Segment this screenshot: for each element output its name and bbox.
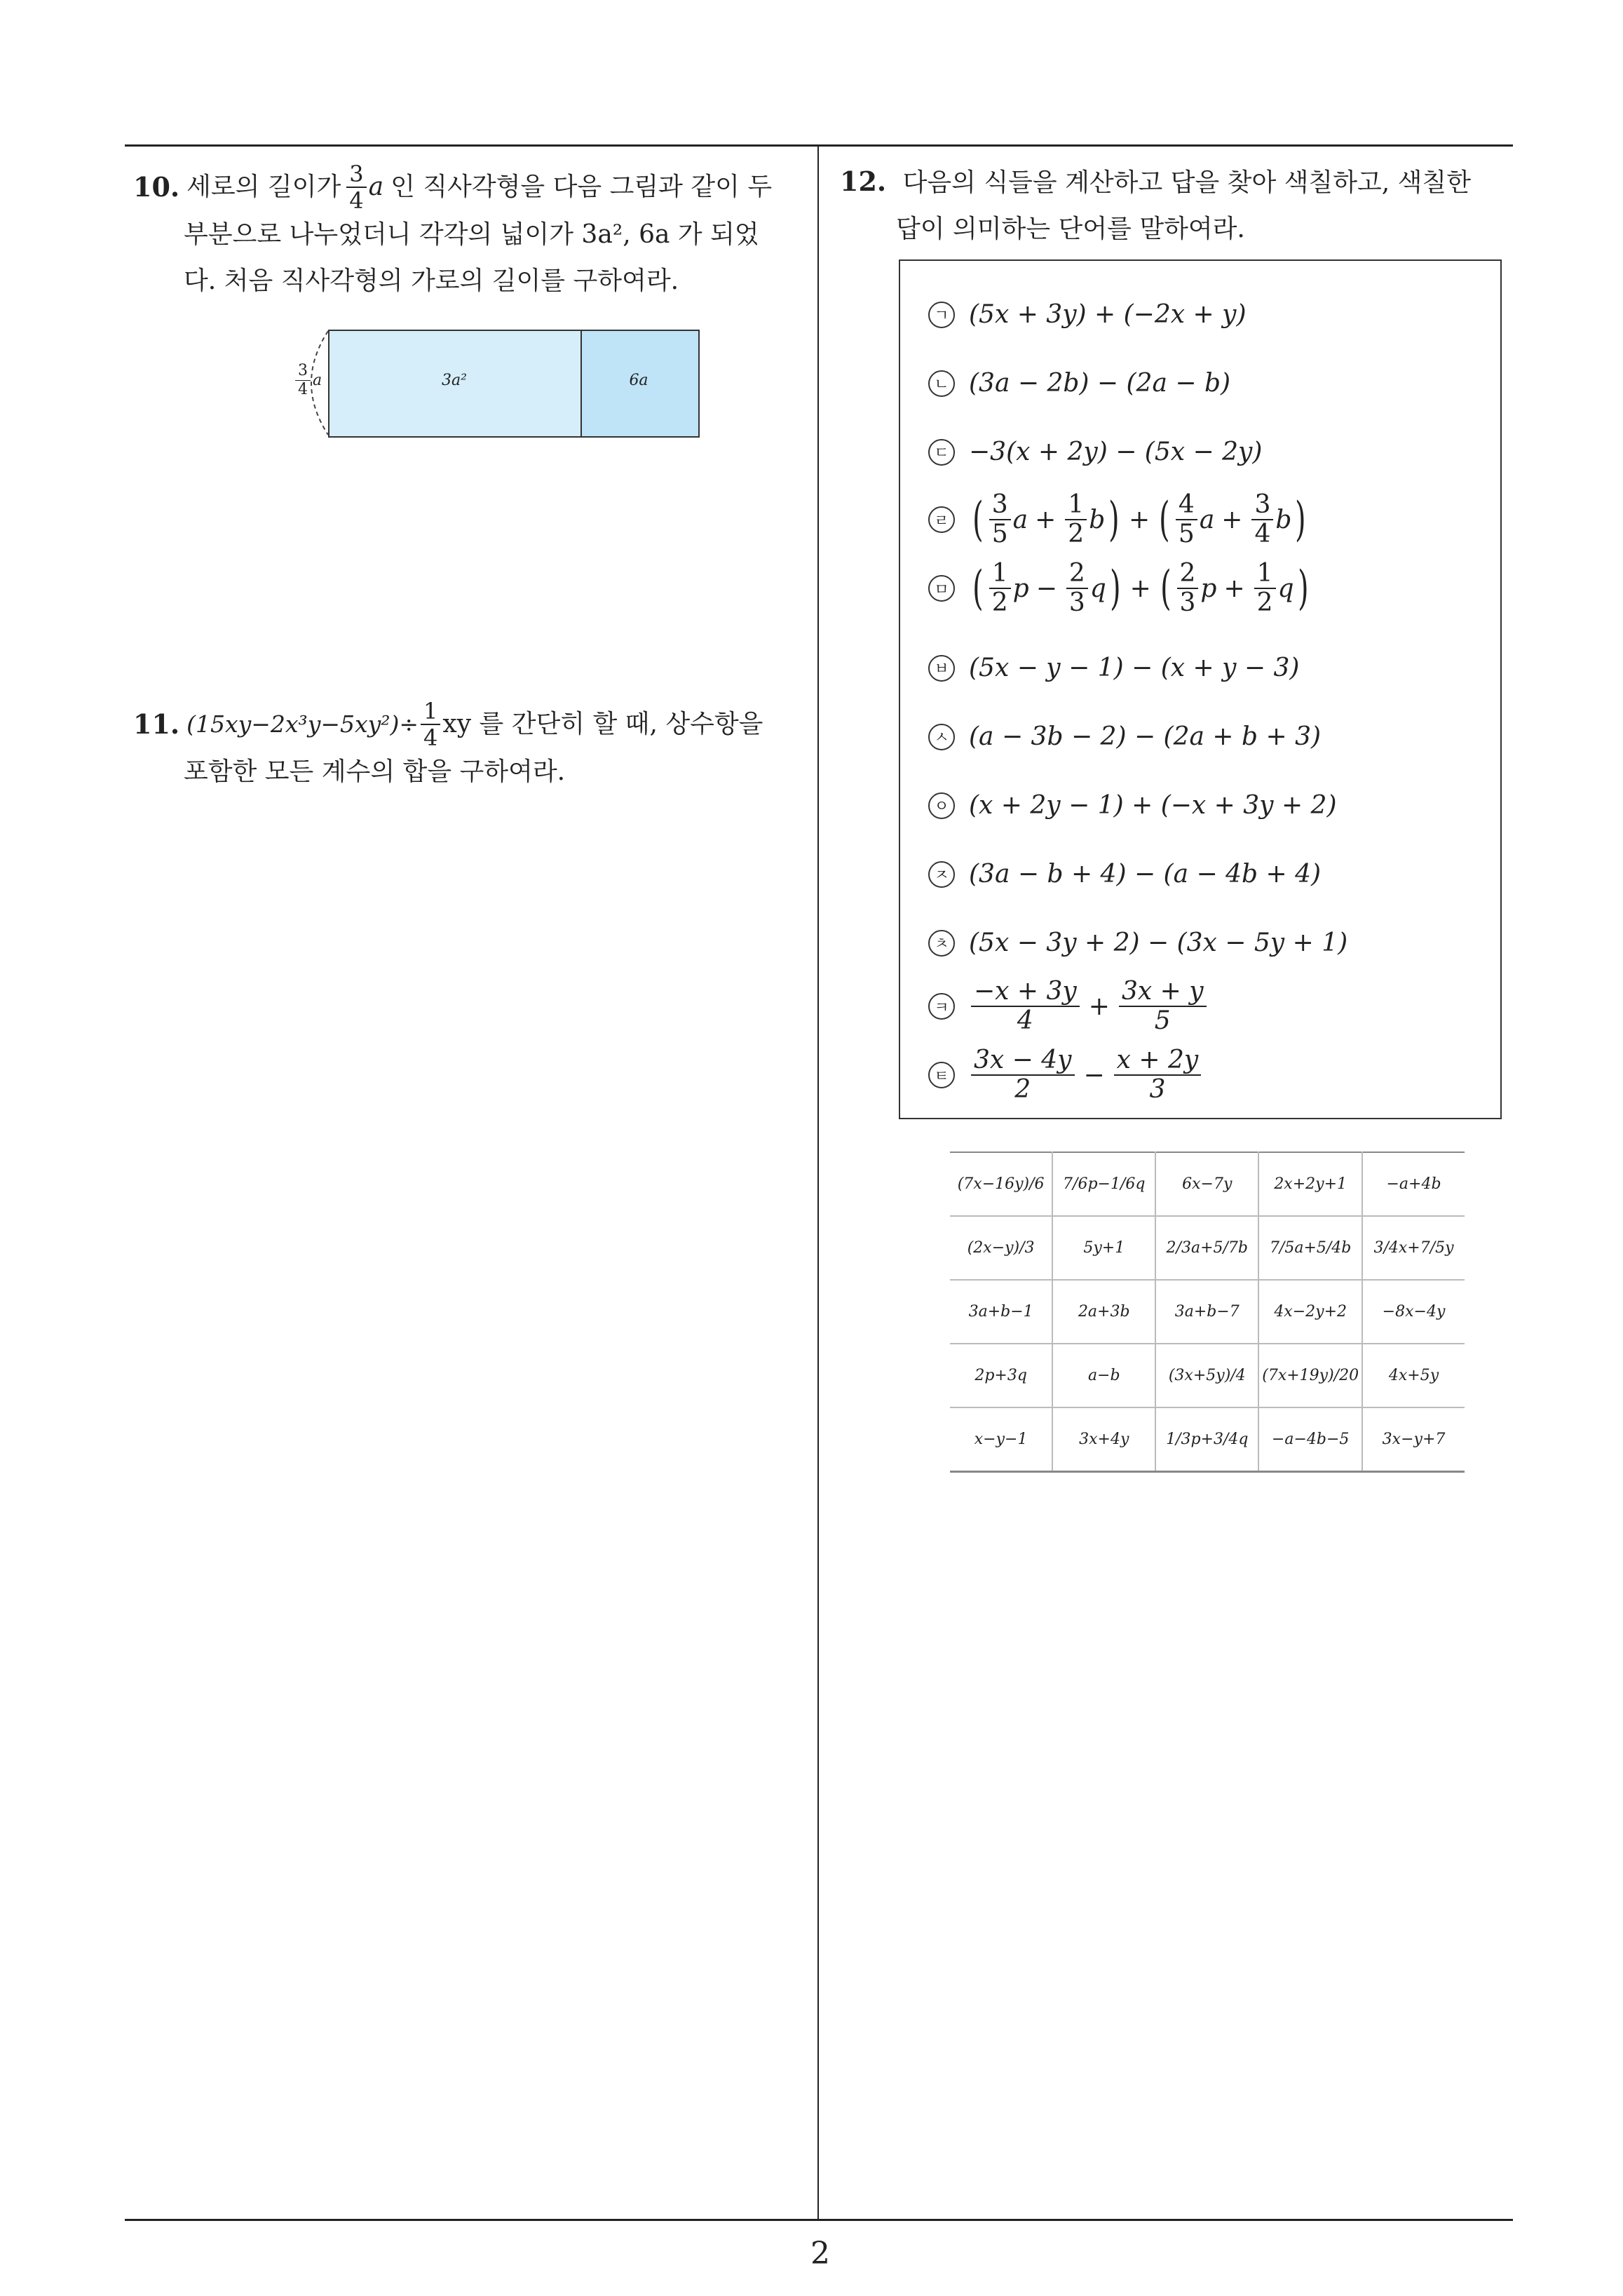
mark-5: ㅁ: [928, 575, 955, 602]
answer-grid: [950, 1152, 1465, 1473]
mark-7: ㅅ: [928, 724, 955, 750]
q11-number: 11.: [133, 708, 180, 740]
item-4-b-den: 2: [1068, 520, 1085, 548]
item-12-p-den: 2: [1014, 1075, 1031, 1104]
q11-line1: [133, 700, 806, 749]
item-3: [928, 438, 1262, 466]
mark-2: ㄴ: [928, 370, 955, 397]
q12-line1-text: 다음의 식들을 계산하고 답을 찾아 색칠하고, 색칠한: [902, 168, 1471, 197]
q10-line3: 다. 처음 직사각형의 가로의 길이를 구하여라.: [184, 266, 679, 295]
grid-cell[interactable]: 4x+5y: [1362, 1344, 1465, 1407]
mark-3: ㄷ: [928, 439, 955, 466]
item-12-q-num: x + 2y: [1114, 1048, 1202, 1076]
item-4-op2: +: [1129, 505, 1150, 534]
item-4-a-var: a: [1012, 505, 1028, 534]
item-11-q-den: 5: [1154, 1006, 1171, 1035]
item-5-a-den: 2: [991, 588, 1008, 617]
item-12: [928, 1048, 1203, 1102]
item-4-d-den: 4: [1254, 520, 1271, 548]
grid-cell[interactable]: −a+4b: [1362, 1152, 1465, 1216]
q11-fraction: [421, 700, 440, 749]
grid-cell[interactable]: 3x+4y: [1052, 1407, 1155, 1472]
item-10: [928, 928, 1347, 957]
grid-row: [950, 1280, 1465, 1344]
q11-frac-den: 4: [423, 724, 438, 751]
item-4-b-var: b: [1089, 505, 1106, 534]
mark-6: ㅂ: [928, 655, 955, 682]
grid-cell[interactable]: 4x−2y+2: [1258, 1280, 1362, 1344]
item-11-q-num: 3x + y: [1119, 979, 1207, 1007]
column-divider: [817, 144, 819, 2220]
item-9: [928, 860, 1321, 889]
left-area-label: 3a²: [442, 372, 467, 389]
right-area-label: 6a: [629, 372, 648, 389]
item-2-text: (3a − 2b) − (2a − b): [969, 369, 1231, 398]
mark-12: ㅌ: [928, 1062, 955, 1088]
q10-line1-pre: 세로의 길이가: [186, 173, 341, 201]
item-1: [928, 300, 1247, 329]
item-11-p-num: −x + 3y: [971, 979, 1080, 1007]
item-8: [928, 791, 1337, 820]
grid-cell[interactable]: 1/3p+3/4q: [1155, 1407, 1258, 1472]
item-4-a-den: 5: [991, 520, 1008, 548]
question-10: [133, 163, 806, 304]
q10-frac-num: 3: [346, 163, 366, 188]
q10-frac-den: 4: [349, 187, 364, 214]
item-5-op1: −: [1035, 574, 1057, 603]
item-12-p-num: 3x − 4y: [971, 1048, 1075, 1076]
grid-cell[interactable]: (7x+19y)/20: [1258, 1344, 1362, 1407]
side-num: 3: [295, 363, 311, 381]
q12-number: 12.: [840, 166, 887, 197]
grid-row: [950, 1216, 1465, 1280]
item-7-text: (a − 3b − 2) − (2a + b + 3): [969, 722, 1322, 751]
item-5-a-var: p: [1012, 574, 1029, 603]
item-4-c-var: a: [1199, 505, 1215, 534]
grid-cell[interactable]: 3a+b−1: [950, 1280, 1052, 1344]
side-length-label: [293, 363, 322, 398]
grid-cell[interactable]: 6x−7y: [1155, 1152, 1258, 1216]
item-5-c-num: 2: [1177, 561, 1199, 589]
item-4-c-num: 4: [1176, 492, 1197, 520]
item-1-text: (5x + 3y) + (−2x + y): [969, 300, 1247, 329]
mark-8: ㅇ: [928, 792, 955, 819]
item-5-d-den: 2: [1256, 588, 1273, 617]
grid-cell[interactable]: x−y−1: [950, 1407, 1052, 1472]
grid-cell[interactable]: 3a+b−7: [1155, 1280, 1258, 1344]
item-5-a-num: 1: [989, 561, 1011, 589]
grid-cell[interactable]: 3/4x+7/5y: [1362, 1216, 1465, 1280]
item-4-op1: +: [1035, 505, 1057, 534]
item-4: ㄹ ( $\frac{3}{5}$ a + $\frac{1}{2}$ b ) + ( $\frac{4}{5}$ a + $\frac{3}{4}$ b ): [928, 492, 1310, 547]
mark-1: ㄱ: [928, 302, 955, 328]
expression-box: [899, 259, 1502, 1119]
item-4-d-num: 3: [1251, 492, 1273, 520]
item-8-text: (x + 2y − 1) + (−x + 3y + 2): [969, 791, 1337, 820]
q10-fraction: [346, 163, 366, 212]
item-12-op: −: [1083, 1060, 1105, 1090]
item-6-text: (5x − y − 1) − (x + y − 3): [969, 654, 1300, 682]
mark-4: ㄹ: [928, 506, 955, 533]
item-5-c-var: p: [1200, 574, 1217, 603]
grid-cell[interactable]: a−b: [1052, 1344, 1155, 1407]
grid-cell[interactable]: 2x+2y+1: [1258, 1152, 1362, 1216]
q11-frac-num: 1: [421, 700, 440, 725]
item-4-a-num: 3: [989, 492, 1011, 520]
item-5-b-den: 3: [1068, 588, 1085, 617]
mark-10: ㅊ: [928, 930, 955, 957]
grid-row: [950, 1152, 1465, 1216]
grid-cell[interactable]: 3x−y+7: [1362, 1407, 1465, 1472]
q10-line2: 부분으로 나누었더니 각각의 넓이가 3a², 6a 가 되었: [184, 220, 759, 249]
item-3-text: −3(x + 2y) − (5x − 2y): [969, 438, 1263, 466]
grid-cell[interactable]: 5y+1: [1052, 1216, 1155, 1280]
grid-row: [950, 1407, 1465, 1472]
item-5-c-den: 3: [1179, 588, 1196, 617]
item-4-op3: +: [1221, 505, 1243, 534]
item-4-b-num: 1: [1065, 492, 1087, 520]
item-5-b-num: 2: [1066, 561, 1088, 589]
item-5-b-var: q: [1089, 574, 1106, 603]
item-5-op3: +: [1223, 574, 1245, 603]
q10-frac-var: a: [368, 173, 384, 201]
mark-9: ㅈ: [928, 861, 955, 888]
item-10-text: (5x − 3y + 2) − (3x − 5y + 1): [969, 928, 1348, 957]
item-6: [928, 654, 1299, 682]
bottom-rule: [125, 2219, 1513, 2221]
q10-figure: [287, 327, 701, 439]
grid-row: [950, 1344, 1465, 1407]
mark-11: ㅋ: [928, 993, 955, 1020]
item-4-c-den: 5: [1178, 520, 1195, 548]
item-7: [928, 722, 1321, 751]
item-4-d-var: b: [1275, 505, 1292, 534]
q10-number: 10.: [133, 171, 180, 203]
q11-tail: xy 를 간단히 할 때, 상수항을: [442, 710, 763, 738]
grid-cell[interactable]: 2a+3b: [1052, 1280, 1155, 1344]
q10-line1: [133, 163, 806, 212]
item-12-q-den: 3: [1149, 1075, 1166, 1104]
item-5-d-var: q: [1277, 574, 1294, 603]
grid-cell[interactable]: 2/3a+5/7b: [1155, 1216, 1258, 1280]
grid-cell[interactable]: (2x−y)/3: [950, 1216, 1052, 1280]
question-12: [840, 158, 1513, 252]
grid-cell[interactable]: −8x−4y: [1362, 1280, 1465, 1344]
top-rule: [125, 144, 1513, 147]
side-var: a: [313, 372, 322, 389]
item-9-text: (3a − b + 4) − (a − 4b + 4): [969, 860, 1322, 889]
item-5-d-num: 1: [1254, 561, 1276, 589]
page-number: 2: [810, 2236, 830, 2271]
grid-cell[interactable]: 7/6p−1/6q: [1052, 1152, 1155, 1216]
item-11: [928, 979, 1209, 1034]
q11-expr: (15xy−2x³y−5xy²)÷: [186, 710, 419, 738]
q12-line1: [840, 158, 1513, 206]
q12-line2: 답이 의미하는 단어를 말하여라.: [896, 215, 1245, 243]
grid-cell[interactable]: −a−4b−5: [1258, 1407, 1362, 1472]
item-5-op2: +: [1129, 574, 1151, 603]
side-den: 4: [298, 381, 308, 398]
grid-cell[interactable]: (3x+5y)/4: [1155, 1344, 1258, 1407]
item-11-p-den: 4: [1017, 1006, 1033, 1035]
item-11-op: +: [1088, 992, 1110, 1021]
q11-line2: 포함한 모든 계수의 합을 구하여라.: [184, 757, 566, 786]
q10-line1-post: 인 직사각형을 다음 그림과 같이 두: [391, 173, 773, 201]
question-11: [133, 700, 806, 795]
item-5: ㅁ ( $\frac{1}{2}$ p − $\frac{2}{3}$ q ) + ( $\frac{2}{3}$ p + $\frac{1}{2}$ q ): [928, 561, 1312, 616]
grid-cell[interactable]: 7/5a+5/4b: [1258, 1216, 1362, 1280]
item-2: [928, 369, 1230, 398]
grid-cell[interactable]: 2p+3q: [950, 1344, 1052, 1407]
grid-cell[interactable]: (7x−16y)/6: [950, 1152, 1052, 1216]
